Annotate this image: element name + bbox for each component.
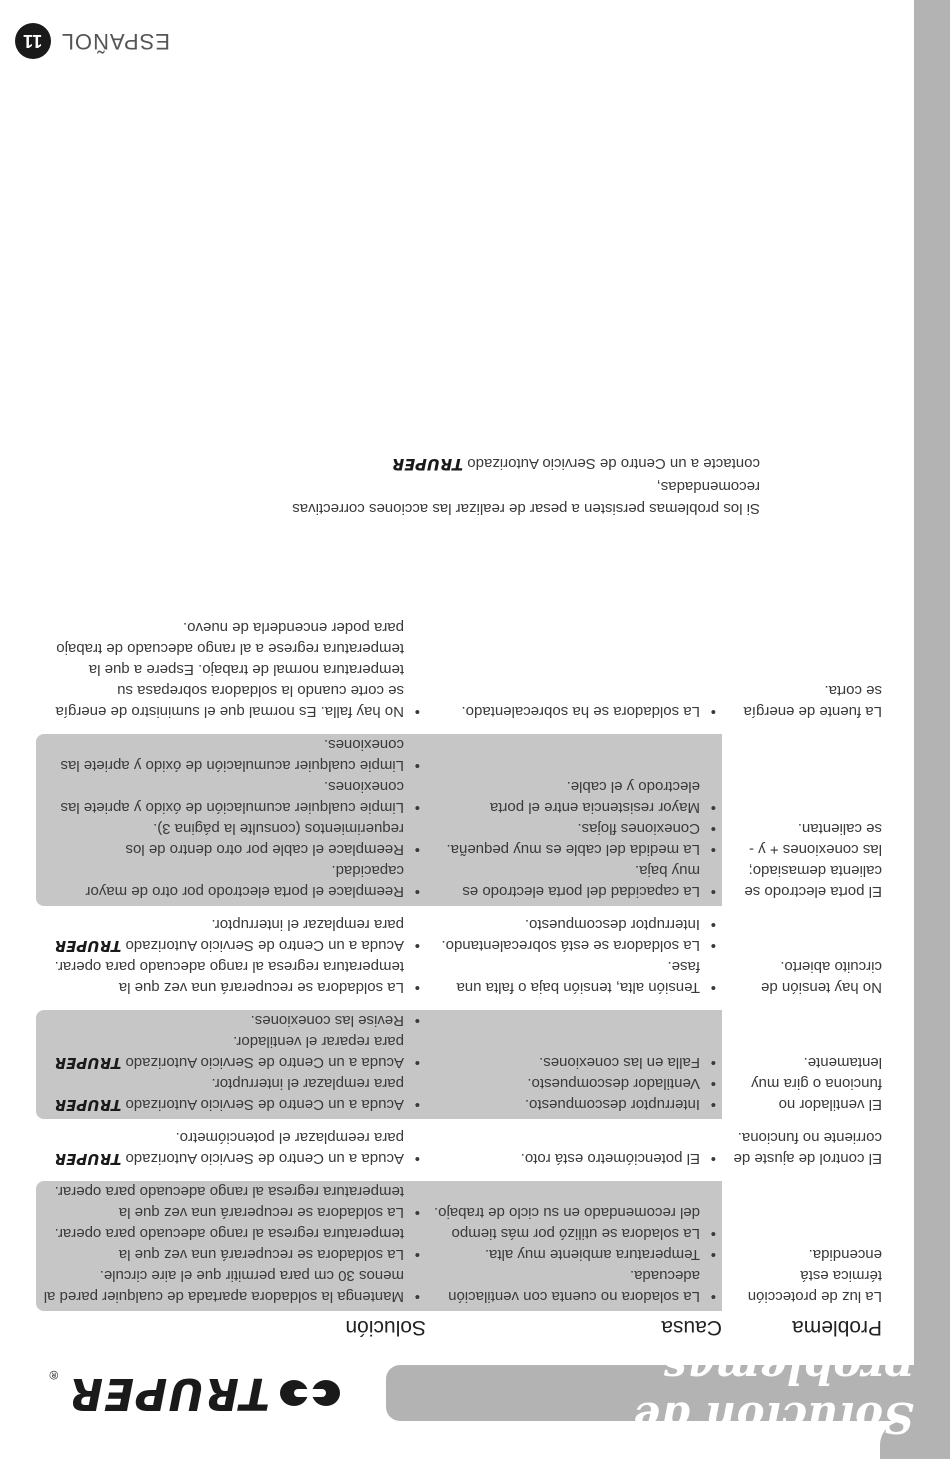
cause-text: La soladora se utilizó por más tiempo del recomendado en su ciclo de trabajo.: [433, 1204, 700, 1242]
cause-text: Mayor resistencia entre el porta electrodo y el cable.: [489, 778, 700, 816]
bullet-icon: •: [414, 1204, 420, 1221]
bullet-icon: •: [710, 1096, 716, 1113]
cause-cell: [426, 914, 722, 1002]
problem-cell: [722, 1010, 882, 1119]
brand-logo: [49, 1368, 340, 1419]
cause-cell: [426, 1127, 722, 1173]
cause-item: [434, 860, 716, 902]
bullet-icon: •: [414, 1150, 420, 1167]
problem-cell: [722, 914, 882, 1002]
cause-item: [434, 818, 716, 839]
cause-text: Temperatura ambiente muy alta.: [484, 1246, 700, 1263]
solution-cell: [36, 617, 426, 726]
bullet-icon: •: [710, 979, 716, 996]
cause-text: Tensión alta, tensión baja o falta una fase.: [456, 958, 700, 996]
cause-text: Conexiones flojas.: [577, 820, 700, 837]
solution-item: [40, 1223, 420, 1265]
solution-text: Reemplace el cable por otro dentro de los requerimientos (consulte la página 3).: [125, 820, 404, 858]
bullet-icon: •: [710, 1288, 716, 1305]
solution-item: [40, 1073, 420, 1115]
bullet-icon: •: [414, 703, 420, 720]
header-cause: Causa: [661, 1316, 722, 1339]
table-row: [36, 1010, 882, 1119]
cause-item: [434, 701, 716, 722]
truper-mark-icon: [280, 1381, 340, 1407]
bullet-icon: •: [710, 1054, 716, 1071]
bullet-icon: •: [414, 1246, 420, 1263]
cause-item: [434, 914, 716, 935]
solution-item: [40, 617, 420, 722]
bullet-icon: •: [414, 1096, 420, 1113]
solution-item: [40, 956, 420, 998]
language-label: ESPAÑOL: [60, 29, 170, 54]
solution-text: Acuda a un Centro de Servicio Autorizado TRUPER para reparar el ventilador.: [54, 1033, 404, 1072]
solution-text: La soldadora se recuperará una vez que la temperatura regresa al rango adecuado para operar.: [54, 1225, 404, 1263]
solution-text: La soldadora se recuperará una vez que la temperatura regresa al rango adecuado para operar.: [54, 1183, 404, 1221]
bullet-icon: •: [414, 979, 420, 996]
solution-text: Acuda a un Centro de Servicio Autorizado TRUPER para remplazar el interruptor.: [54, 1075, 404, 1114]
brand-inline: TRUPER: [54, 1054, 122, 1072]
solution-text: Limpie cualquier acumulación de óxido y apriete las conexiones.: [60, 736, 404, 774]
problem-text: El control de ajuste de corriente no funciona.: [733, 1129, 882, 1167]
page-language-badge: [15, 23, 170, 59]
cause-cell: [426, 1010, 722, 1119]
solution-text: Limpie cualquier acumulación de óxido y apriete las conexiones.: [60, 778, 404, 816]
problem-cell: [722, 1127, 882, 1173]
cause-item: [434, 776, 716, 818]
solution-cell: [36, 914, 426, 1002]
solution-item: [40, 1127, 420, 1169]
solution-item: [40, 1010, 420, 1031]
solution-text: La soldadora se recuperará una vez que la temperatura regresa al rango adecuado para operar.: [54, 958, 404, 996]
cause-text: La capacidad del porta electrodo es muy baja.: [462, 862, 700, 900]
cause-cell: [426, 734, 722, 906]
solution-text: Reemplace el porta electrodo por otro de mayor capacidad.: [85, 862, 404, 900]
bullet-icon: •: [414, 799, 420, 816]
bullet-icon: •: [414, 1288, 420, 1305]
title-bar: [386, 1344, 914, 1442]
solution-item: [40, 818, 420, 860]
bullet-icon: •: [710, 841, 716, 858]
bullet-icon: •: [710, 916, 716, 933]
solution-item: [40, 1181, 420, 1223]
solution-text: Mantenga la soldadora apartada de cualquier pared al menos 30 cm para permitir que el aire circule.: [43, 1267, 404, 1305]
solution-cell: [36, 734, 426, 906]
solution-text: No hay falla. Es normal que el suministro de energía se corte cuando la soldadora sobrepasa su temperatura normal de trabajo. Espere a que la temperatura regrese a al rango adecuado de trabajo para poder encenderla de nuevo.: [55, 619, 404, 720]
page-number: 11: [15, 23, 51, 59]
brand-inline: TRUPER: [54, 937, 122, 955]
bullet-icon: •: [710, 1225, 716, 1242]
table-row: [36, 734, 882, 906]
solution-item: [40, 914, 420, 956]
cause-item: [434, 935, 716, 956]
problem-text: El ventilador no funciona o gira muy lentamente.: [751, 1054, 882, 1113]
brand-registered: ®: [49, 1368, 59, 1382]
cause-item: [434, 1265, 716, 1307]
solution-cell: [36, 1181, 426, 1311]
bullet-icon: •: [710, 820, 716, 837]
problem-cell: [722, 617, 882, 726]
problem-cell: [722, 1181, 882, 1311]
table-row: [36, 914, 882, 1002]
problem-text: La luz de protección térmica está encendida.: [747, 1246, 882, 1305]
solution-cell: [36, 1010, 426, 1119]
cause-cell: [426, 617, 722, 726]
cause-item: [434, 1073, 716, 1094]
cause-item: [434, 1094, 716, 1115]
solution-text: Acuda a un Centro de Servicio Autorizado TRUPER para reemplazar el potenciómetro.: [54, 1129, 404, 1168]
bullet-icon: •: [414, 841, 420, 858]
cause-text: El potenciómetro está roto.: [520, 1150, 700, 1167]
footer-line-1: Si los problemas persisten a pesar de realizar las acciones correctivas recomendadas,: [292, 478, 760, 517]
header-problem: Problema: [792, 1316, 882, 1339]
solution-item: [40, 1031, 420, 1073]
bullet-icon: •: [414, 757, 420, 774]
cause-text: Interruptor descompuesto.: [524, 1096, 700, 1113]
brand-wordmark: TRUPER: [68, 1368, 270, 1419]
solution-text: Acuda a un Centro de Servicio Autorizado TRUPER para remplazar el interruptor.: [54, 916, 404, 955]
bullet-icon: •: [710, 937, 716, 954]
problem-text: No hay tensión de circuito abierto.: [761, 958, 882, 996]
bullet-icon: •: [414, 1012, 420, 1029]
table-row: [36, 617, 882, 726]
bullet-icon: •: [710, 883, 716, 900]
footer-note: [240, 452, 760, 519]
bullet-icon: •: [710, 1150, 716, 1167]
cause-item: [434, 1052, 716, 1073]
table-row: [36, 1127, 882, 1173]
solution-cell: [36, 1127, 426, 1173]
header-solution: Solución: [345, 1316, 426, 1339]
cause-item: [434, 1148, 716, 1169]
bullet-icon: •: [414, 937, 420, 954]
problem-text: El porta electrodo se calienta demasiado; las conexiones + y - se calientan.: [744, 820, 882, 900]
bullet-icon: •: [710, 799, 716, 816]
cause-text: Falla en las conexiones.: [539, 1054, 700, 1071]
brand-inline: TRUPER: [54, 1096, 122, 1114]
cause-text: Interruptor descompuesto.: [524, 916, 700, 933]
troubleshooting-table: [36, 609, 882, 1347]
cause-item: [434, 839, 716, 860]
problem-text: La fuente de energía se corta.: [743, 682, 882, 720]
cause-item: [434, 1244, 716, 1265]
solution-item: [40, 776, 420, 818]
bullet-icon: •: [414, 1054, 420, 1071]
cause-text: La medida del cable es muy pequeña.: [446, 841, 700, 858]
solution-text: Revise las conexiones.: [250, 1012, 404, 1029]
bullet-icon: •: [414, 883, 420, 900]
cause-text: La soldadora se está sobrecalentando.: [441, 937, 700, 954]
edge-strip: [914, 0, 950, 1459]
table-row: [36, 1181, 882, 1311]
table-header: [36, 1311, 882, 1347]
problem-cell: [722, 734, 882, 906]
solution-item: [40, 1265, 420, 1307]
bullet-icon: •: [710, 703, 716, 720]
cause-item: [434, 956, 716, 998]
cause-text: La soladora no cuenta con ventilación adecuada.: [448, 1267, 700, 1305]
cause-text: La soldadora se ha sobrecalentado.: [461, 703, 700, 720]
footer-brand: TRUPER: [391, 455, 464, 474]
footer-line-2: contacte a un Centro de Servicio Autorizado: [467, 455, 760, 472]
page-title: Solución de problemas: [632, 1344, 914, 1442]
cause-cell: [426, 1181, 722, 1311]
brand-inline: TRUPER: [54, 1150, 122, 1168]
bullet-icon: •: [710, 1246, 716, 1263]
solution-item: [40, 860, 420, 902]
bullet-icon: •: [710, 1075, 716, 1092]
solution-item: [40, 734, 420, 776]
cause-item: [434, 1202, 716, 1244]
table-body: [36, 617, 882, 1311]
cause-text: Ventilador descompuesto.: [527, 1075, 700, 1092]
